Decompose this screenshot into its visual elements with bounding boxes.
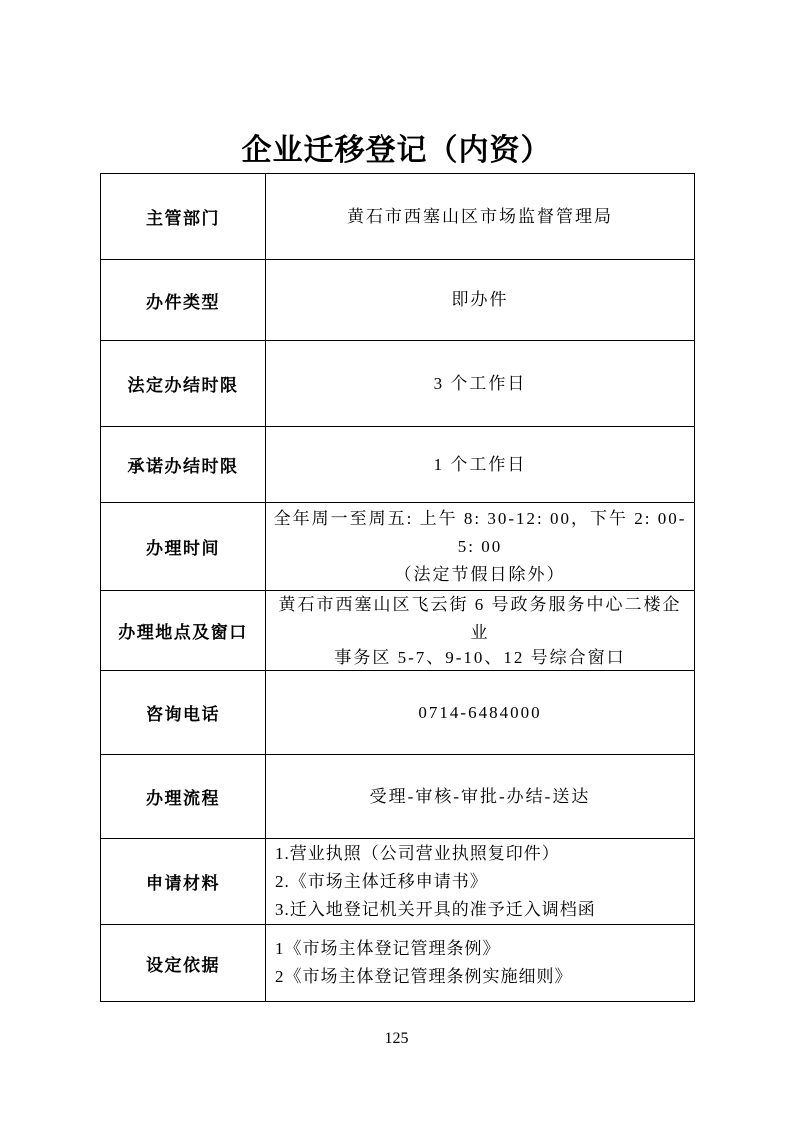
value-line: 受理-审核-审批-办结-送达: [369, 786, 591, 806]
row-value: [266, 925, 694, 1001]
row-label: 办理时间: [101, 503, 266, 590]
row-value: [266, 671, 694, 754]
value-line: 1《市场主体登记管理条例》: [275, 939, 501, 958]
table-row-processing-hours: [101, 502, 694, 590]
row-value: [266, 503, 694, 590]
value-line: 0714-6484000: [418, 702, 542, 722]
table-row-case-type: [101, 259, 694, 340]
table-row-statutory-time-limit: [101, 340, 694, 426]
service-info-table: [100, 173, 695, 1002]
row-value: [266, 839, 694, 924]
row-value: [266, 260, 694, 340]
row-value: [266, 341, 694, 426]
row-label: 承诺办结时限: [101, 427, 266, 502]
value-line: 1 个工作日: [433, 454, 527, 474]
value-line: 2.《市场主体迁移申请书》: [275, 871, 488, 891]
row-label: 法定办结时限: [101, 341, 266, 426]
value-line: 黄石市西塞山区市场监督管理局: [347, 206, 613, 226]
value-line: 事务区 5-7、9-10、12 号综合窗口: [334, 647, 626, 667]
row-label: 办理地点及窗口: [101, 591, 266, 670]
value-line: （法定节假日除外）: [394, 564, 566, 584]
table-row-process-flow: [101, 754, 694, 838]
table-row-legal-basis: [101, 924, 694, 1001]
table-row-inquiry-phone: [101, 670, 694, 754]
value-line: 1.营业执照（公司营业执照复印件）: [275, 843, 560, 863]
value-line: 全年周一至周五: 上午 8: 30-12: 00，下午 2: 00-5: 00: [273, 508, 687, 556]
row-label: 咨询电话: [101, 671, 266, 754]
table-row-promised-time-limit: [101, 426, 694, 502]
row-label: 设定依据: [101, 925, 266, 1001]
row-value: [266, 591, 694, 670]
value-line: 3 个工作日: [433, 373, 527, 393]
row-value: [266, 427, 694, 502]
table-row-supervising-department: [101, 174, 694, 259]
value-line: 2《市场主体登记管理条例实施细则》: [275, 967, 573, 986]
page-title: 企业迁移登记（内资）: [241, 134, 552, 167]
table-row-location-window: [101, 590, 694, 670]
row-label: 主管部门: [101, 174, 266, 259]
row-label: 申请材料: [101, 839, 266, 924]
value-line: 即办件: [451, 290, 509, 309]
value-line: 黄石市西塞山区飞云街 6 号政务服务中心二楼企业: [278, 595, 682, 642]
row-label: 办件类型: [101, 260, 266, 340]
row-value: [266, 755, 694, 838]
row-label: 办理流程: [101, 755, 266, 838]
page-number: 125: [384, 1030, 409, 1047]
row-value: [266, 174, 694, 259]
value-line: 3.迁入地登记机关开具的准予迁入调档函: [275, 899, 596, 919]
table-row-application-materials: [101, 838, 694, 924]
